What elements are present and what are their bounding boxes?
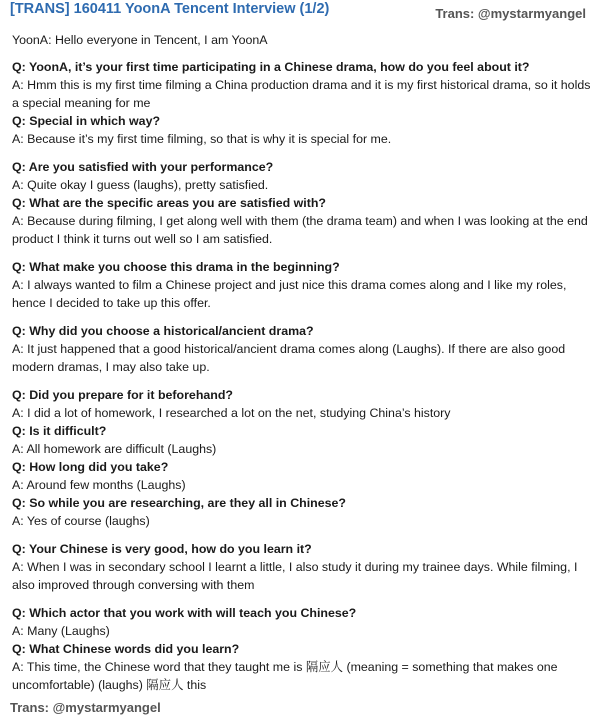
translator-credit-top: Trans: @mystarmyangel <box>435 6 586 21</box>
question: Q: Which actor that you work with will teach you Chinese? <box>12 606 357 620</box>
answer: A: This time, the Chinese word that they taught me is 隔应人 (meaning = something that makes one uncomfortable) (laughs) 隔应人 this <box>12 660 558 692</box>
answer: A: Because during filming, I get along well with them (the drama team) and when I was looking at the end product I think it turns out well so I am satisfied. <box>12 214 588 246</box>
answer: A: I did a lot of homework, I researched a lot on the net, studying China’s history <box>12 406 451 420</box>
intro-line: YoonA: Hello everyone in Tencent, I am YoonA <box>12 33 268 47</box>
answer: A: It just happened that a good historical/ancient drama comes along (Laughs). If there are also good modern dramas, I may also take up. <box>12 342 566 374</box>
translator-credit-bottom: Trans: @mystarmyangel <box>10 700 161 715</box>
question: Q: Is it difficult? <box>12 424 107 438</box>
question: Q: Your Chinese is very good, how do you learn it? <box>12 542 312 556</box>
answer: A: Many (Laughs) <box>12 624 110 638</box>
question: Q: Did you prepare for it beforehand? <box>12 388 233 402</box>
answer: A: Yes of course (laughs) <box>12 514 150 528</box>
question: Q: So while you are researching, are they all in Chinese? <box>12 496 346 510</box>
page-title: [TRANS] 160411 YoonA Tencent Interview (1/2) <box>10 1 330 17</box>
answer: A: Because it’s my first time filming, so that is why it is special for me. <box>12 132 392 146</box>
question: Q: What make you choose this drama in the beginning? <box>12 260 340 274</box>
question: Q: How long did you take? <box>12 460 169 474</box>
interview-content <box>12 31 592 694</box>
answer: A: I always wanted to film a Chinese project and just nice this drama comes along and I like my roles, hence I decided to take up this offer. <box>12 278 567 310</box>
answer: A: All homework are difficult (Laughs) <box>12 442 217 456</box>
answer: A: Quite okay I guess (laughs), pretty satisfied. <box>12 178 269 192</box>
answer: A: When I was in secondary school I learnt a little, I also study it during my trainee days. While filming, I also improved through conversing with them <box>12 560 578 592</box>
question: Q: What are the specific areas you are satisfied with? <box>12 196 326 210</box>
answer: A: Hmm this is my first time filming a China production drama and it is my first historical drama, so it holds a special meaning for me <box>12 78 591 110</box>
question: Q: What Chinese words did you learn? <box>12 642 240 656</box>
question: Q: Special in which way? <box>12 114 161 128</box>
question: Q: Why did you choose a historical/ancient drama? <box>12 324 314 338</box>
answer: A: Around few months (Laughs) <box>12 478 186 492</box>
question: Q: Are you satisfied with your performance? <box>12 160 274 174</box>
question: Q: YoonA, it’s your first time participating in a Chinese drama, how do you feel about it? <box>12 60 530 74</box>
